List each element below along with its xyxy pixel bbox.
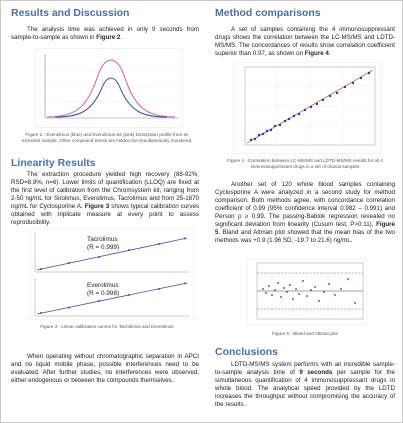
results-intro-end: . xyxy=(120,34,123,41)
fig2-reference: Figure 2 xyxy=(96,34,121,41)
figure-4-caption: Figure 4 - Correlation between LC-MS/MS and LDTD-MS/MS results for all 4 immunosuppressant drugs in a set of clinical samples xyxy=(227,158,383,169)
results-intro-paragraph xyxy=(11,26,199,42)
fig5-frame xyxy=(247,259,367,325)
cyclosporine-text-end: . Bland and Altman plot showed that the mean bias of the two methods was +0.9 (1.96 SD, -19.7 to 21.6) ng/mL. xyxy=(215,229,395,244)
results-intro-text: The analysis time was achieved in only 9 seconds from sample-to-sample as shown in xyxy=(11,26,199,41)
cyclosporine-text: Another set of 120 whole blood samples containing Cyclosporine A were analyzed in a second study for method comparison. Both methods agree, with concordance correlation coefficient of 0.99 (95% confidence interval 0.982 – 0.991) and Person ρ ≥ 0.99. The passing-Bablok regression revealed no significant deviation from linearity (Cusum test, P>0.11), xyxy=(215,181,395,228)
linearity-text: The extraction procedure yielded high recovery (88-92%; RSD=8.9%, n=6). Lower limits of quantification (LLOQ) are fixed at the first level of calibration from the Chromsystem kit, ranging from 2-50 ng/mL for Sirolimus, Everolimus, Tacrolimus and from 25-1870 ng/mL for Cyclosporine A. xyxy=(11,171,199,210)
figure-3-caption: Figure 3 - Linear calibration curves for Tacrolimus and Everolimus xyxy=(40,324,174,329)
conclusions-highlight: 9 seconds xyxy=(299,369,333,376)
method-comparisons-heading: Method comparisons xyxy=(215,7,321,19)
figure-3-calibration-curves xyxy=(29,228,195,320)
cyclosporine-paragraph xyxy=(215,181,395,245)
method-paragraph xyxy=(215,26,395,58)
fig3-reference: Figure 3 xyxy=(84,203,110,210)
figure-5-caption: Figure 5 - Bland and Altman plot xyxy=(272,331,338,336)
fig4-reference: Figure 4 xyxy=(304,50,329,57)
apci-paragraph: When operating without chromatographic separation in APCI and no liquid mobile phase, possible interferences need to be evaluated. After further studies, no interferences were observed, either endogenous or between the compounds themselves. xyxy=(11,353,199,384)
conclusions-heading: Conclusions xyxy=(215,346,279,358)
figure-2-caption: Figure 2 - Everolimus (blue) and Everolimus-d4 (pink) Desorption profile from an extracted sample. Other compound traces are hidden but simultaneously monitored. xyxy=(21,132,193,143)
linearity-paragraph xyxy=(11,171,199,227)
method-text-end: . xyxy=(328,50,331,57)
linearity-text-end: shows typical calibration curves obtained with triplicate measure at every point to assess reproducibility. xyxy=(11,203,199,226)
figure-2-desorption-chart xyxy=(35,48,183,128)
conclusions-text: LDTD-MS/MS system performs with an incredible sample-to-sample analysis time of xyxy=(215,361,395,376)
results-heading: Results and Discussion xyxy=(11,7,130,19)
linearity-heading: Linearity Results xyxy=(11,157,96,169)
method-text: A set of samples containing the 4 immunosuppressant drugs shows the correlation between the LC-MS/MS and LDTD-MS/MS. The concordances of results show correlation coefficient superior than 0.97, as shown on xyxy=(215,26,395,57)
tacrolimus-label: Tacrolimus xyxy=(87,236,118,243)
fig5-reference: Figure 5 xyxy=(215,221,395,236)
figure-4-correlation-plot xyxy=(233,62,381,154)
conclusions-text-end: per sample for the simultaneous quantification of 4 immunosuppressant drugs in whole blood. The analytical speed provided by the LDTD increases the throughput without compromising the accuracy of the results. xyxy=(215,369,395,408)
everolimus-r-value: (R = 0.998) xyxy=(87,290,120,297)
figure-5-bland-altman-plot xyxy=(247,259,367,325)
everolimus-label: Everolimus xyxy=(87,282,119,289)
conclusions-paragraph xyxy=(215,361,395,409)
tacrolimus-r-value: (R = 0.999) xyxy=(87,244,120,251)
